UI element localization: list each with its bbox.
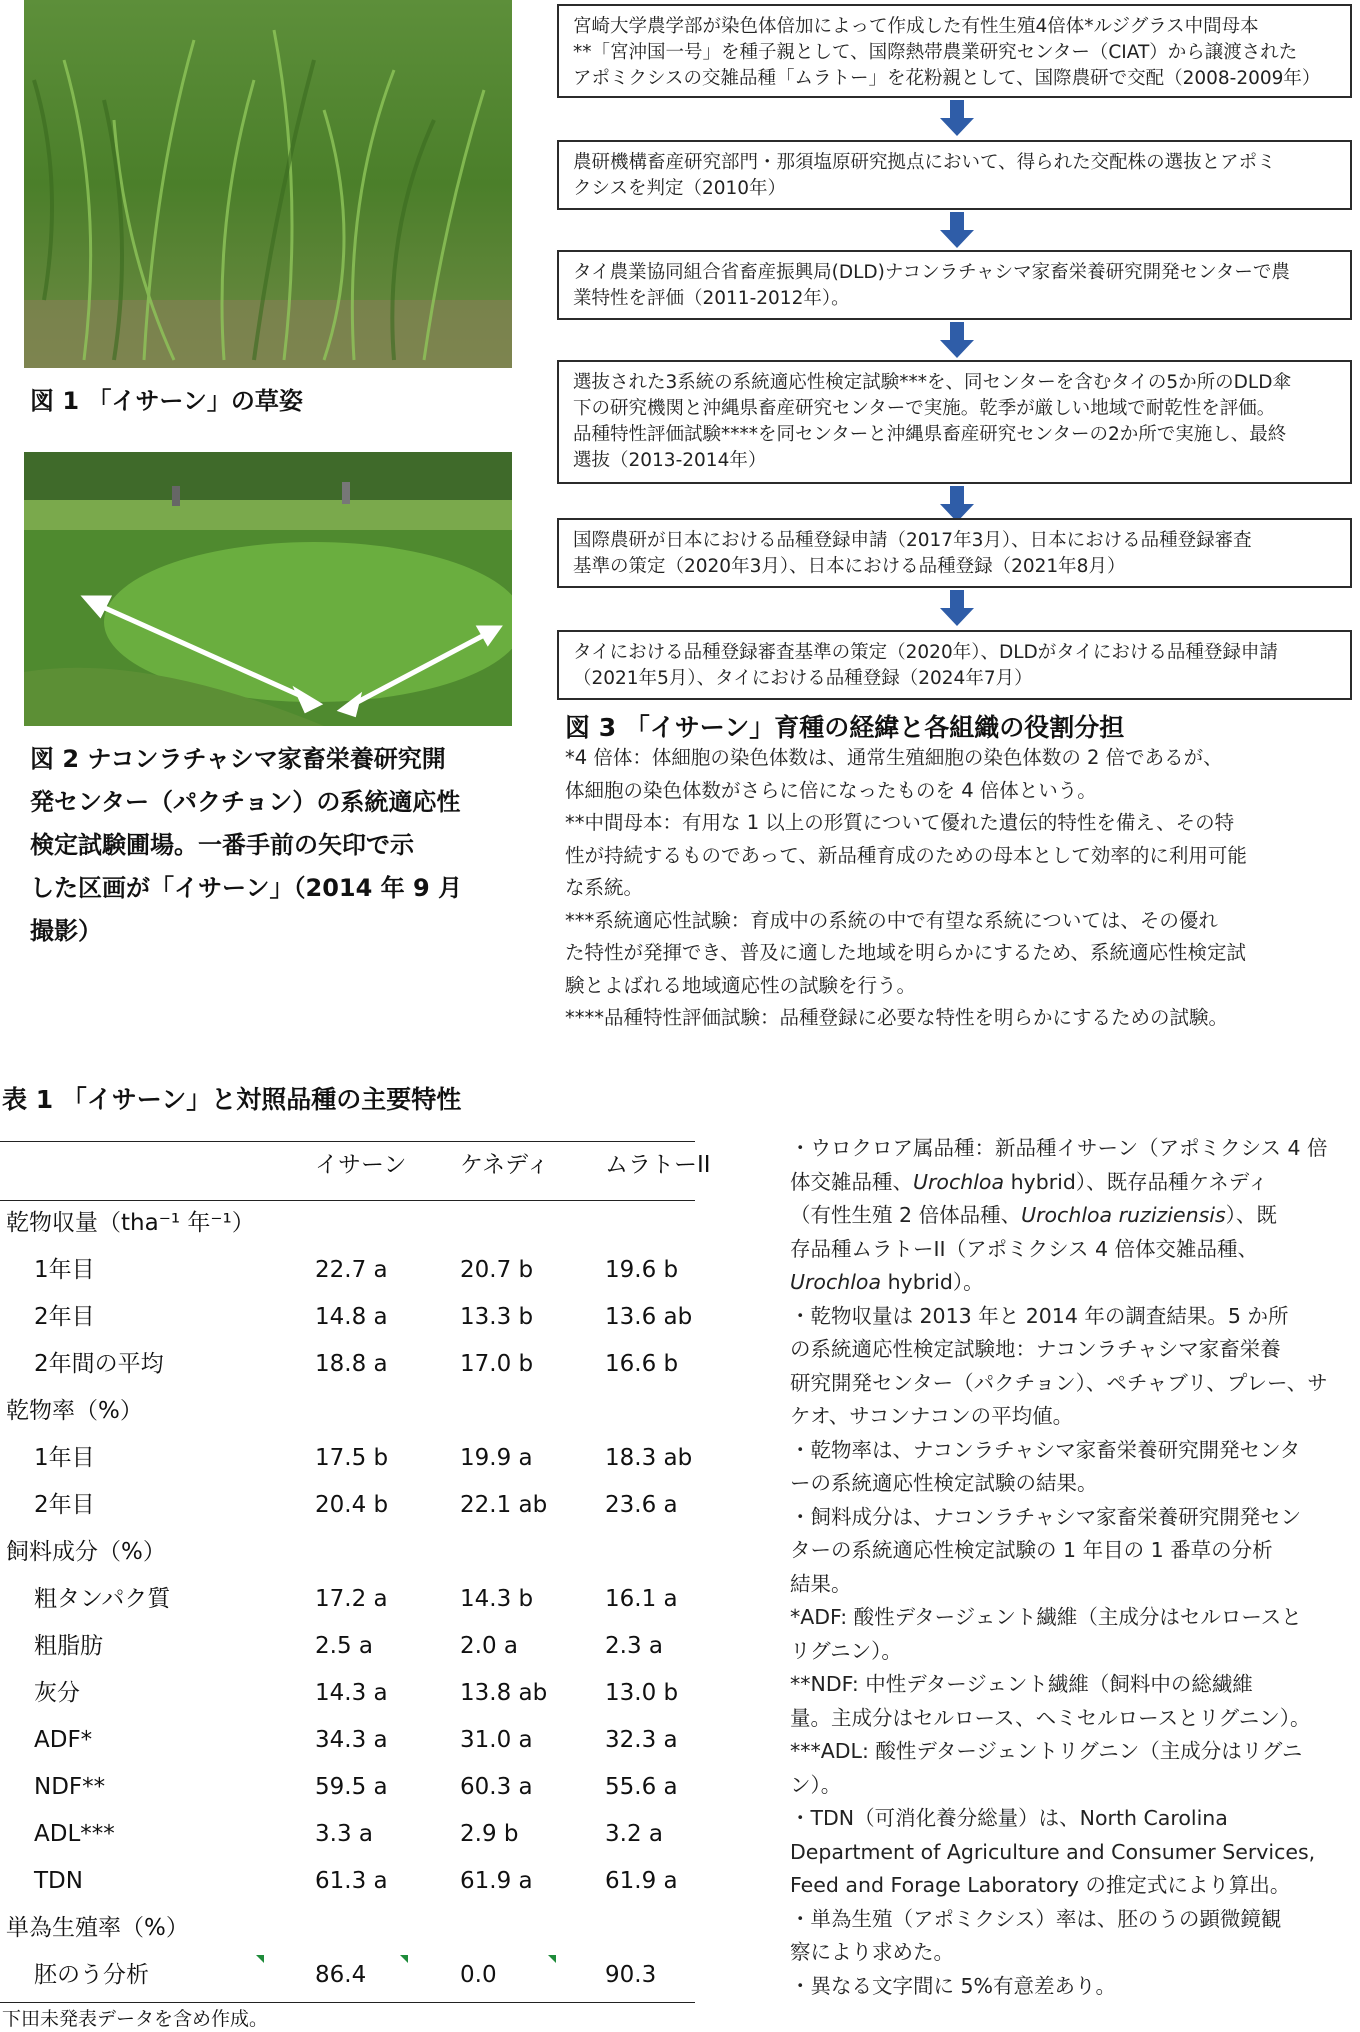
note-line: ****品種特性評価試験：品種登録に必要な特性を明らかにするための試験。 (565, 1006, 1229, 1029)
table-row (0, 1388, 695, 1435)
figure2-photo (24, 452, 512, 726)
cell-marker-icon (400, 1955, 408, 1963)
table1-notes (790, 1132, 1350, 2003)
row-label: 1年目 (34, 1445, 95, 1471)
row-label: ADF* (34, 1727, 93, 1753)
note-line: ***系統適応性試験：育成中の系統の中で有望な系統については、その優れ (565, 908, 1218, 932)
note-line: ーの系統適応性検定試験の結果。 (790, 1471, 1098, 1495)
cell-value: 34.3 a (315, 1727, 388, 1753)
cell-value: 55.6 a (605, 1774, 678, 1800)
table-row (0, 1764, 695, 1811)
flow-step-line: 宮崎大学農学部が染色体倍加によって作成した有性生殖4倍体*ルジグラス中間母本 (573, 16, 1259, 37)
table-header-row (0, 1142, 711, 1189)
table-row (0, 1811, 695, 1858)
table-row (0, 1341, 695, 1388)
row-label: 2年間の平均 (34, 1351, 164, 1377)
row-label: 粗タンパク質 (34, 1586, 171, 1612)
row-label: 粗脂肪 (34, 1633, 103, 1659)
down-arrow-icon (940, 322, 974, 358)
table1-title: 表 1 「イサーン」と対照品種の主要特性 (2, 1085, 462, 1114)
note-line: 量。主成分はセルロース、ヘミセルロースとリグニン）。 (790, 1705, 1311, 1730)
figure2-caption-line: 撮影） (30, 917, 102, 945)
cell-value: 2.0 a (460, 1633, 518, 1659)
table-row (0, 1905, 695, 1952)
figure1-photo (24, 0, 512, 368)
cell-value: 13.6 ab (605, 1304, 693, 1330)
note-line: Feed and Forage Laboratory の推定式により算出。 (790, 1873, 1291, 1897)
cell-value: 13.8 ab (460, 1680, 548, 1706)
note-line: リグニン）。 (790, 1638, 902, 1663)
cell-value: 23.6 a (605, 1492, 678, 1518)
table-row (0, 1717, 695, 1764)
note-line: ン）。 (790, 1772, 842, 1797)
row-label: 2年目 (34, 1492, 95, 1518)
flow-step-line: タイ農業協同組合省畜産振興局(DLD)ナコンラチャシマ家畜栄養研究開発センターで農 (573, 262, 1290, 283)
note-line: 察により求めた。 (790, 1940, 954, 1964)
cell-value: 61.9 a (605, 1868, 678, 1894)
down-arrow-icon (940, 212, 974, 248)
table-row (0, 1200, 695, 1247)
cell-value: 86.4 (315, 1962, 367, 1988)
flow-step-line: アポミクシスの交雑品種「ムラトー」を花粉親として、国際農研で交配（2008-2009年） (573, 68, 1321, 89)
cell-value: 16.1 a (605, 1586, 678, 1612)
figure2-caption-line: 図 2 ナコンラチャシマ家畜栄養研究開 (30, 745, 446, 773)
column-header: イサーン (315, 1152, 407, 1178)
flow-step-2 (557, 140, 1352, 210)
flow-step-3 (557, 250, 1352, 320)
cell-value: 20.4 b (315, 1492, 389, 1518)
cell-value: 31.0 a (460, 1727, 533, 1753)
note-line: ・乾物収量は 2013 年と 2014 年の調査結果。5 か所 (790, 1303, 1289, 1328)
note-line: ターの系統適応性検定試験の 1 年目の 1 番草の分析 (790, 1538, 1273, 1562)
note-line: *ADF: 酸性デタージェント繊維（主成分はセルロースと (790, 1605, 1302, 1629)
cell-value: 2.5 a (315, 1633, 373, 1659)
note-line: 研究開発センター（パクチョン）、ペチャブリ、プレー、サ (790, 1370, 1328, 1395)
note-line: な系統。 (565, 876, 644, 899)
row-label: 2年目 (34, 1304, 95, 1330)
row-label: TDN (34, 1868, 83, 1894)
table-row (0, 1576, 695, 1623)
cell-value: 59.5 a (315, 1774, 388, 1800)
note-line: 存品種ムラトーII（アポミクシス 4 倍体交雑品種、 (790, 1236, 1259, 1261)
note-line: Urochloa hybrid）。 (790, 1270, 984, 1294)
flow-step-1 (557, 4, 1352, 98)
row-label: 灰分 (34, 1680, 80, 1706)
cell-marker-icon (256, 1955, 264, 1963)
table-row (0, 1858, 695, 1905)
cell-value: 17.0 b (460, 1351, 534, 1377)
cell-value: 60.3 a (460, 1774, 533, 1800)
note-line: ・飼料成分は、ナコンラチャシマ家畜栄養研究開発セン (790, 1504, 1302, 1529)
cell-value: 3.3 a (315, 1821, 373, 1847)
note-line: た特性が発揮でき、普及に適した地域を明らかにするため、系統適応性検定試 (565, 941, 1246, 964)
cell-value: 32.3 a (605, 1727, 678, 1753)
table-bottom-rule (0, 2002, 695, 2003)
cell-value: 17.5 b (315, 1445, 389, 1471)
note-line: ・乾物率は、ナコンラチャシマ家畜栄養研究開発センタ (790, 1437, 1301, 1462)
cell-value: 13.0 b (605, 1680, 679, 1706)
note-line: ・TDN（可消化養分総量）は、North Carolina (790, 1806, 1228, 1830)
note-line: ケオ、サコンナコンの平均値。 (790, 1404, 1074, 1428)
row-category: 乾物率（%） (6, 1398, 143, 1424)
row-label: 胚のう分析 (34, 1962, 149, 1988)
down-arrow-icon (940, 590, 974, 626)
flow-step-line: 業特性を評価（2011-2012年）。 (573, 288, 850, 309)
note-line: （有性生殖 2 倍体品種、Urochloa ruziziensis）、既 (790, 1203, 1277, 1227)
row-label: ADL*** (34, 1821, 115, 1847)
down-arrow-icon (940, 486, 974, 522)
table-row (0, 1247, 695, 1294)
cell-value: 2.9 b (460, 1821, 519, 1847)
cell-value: 14.3 a (315, 1680, 388, 1706)
flow-step-6 (557, 630, 1352, 700)
table-row (0, 1294, 695, 1341)
figure2-caption-line: した区画が「イサーン」（2014 年 9 月 (30, 874, 463, 902)
flow-step-line: **「宮沖国一号」を種子親として、国際熱帯農業研究センター（CIAT）から譲渡された (573, 42, 1298, 63)
figure3-caption: 図 3 「イサーン」育種の経緯と各組織の役割分担 (565, 713, 1125, 742)
cell-value: 22.1 ab (460, 1492, 548, 1518)
flow-step-line: 選抜された3系統の系統適応性検定試験***を、同センターを含むタイの5か所のDLD傘 (573, 372, 1291, 393)
note-line: ・ウロクロア属品種：新品種イサーン（アポミクシス 4 倍 (790, 1136, 1328, 1160)
row-category: 飼料成分（%） (6, 1539, 166, 1565)
note-line: Department of Agriculture and Consumer Services, (790, 1839, 1316, 1864)
flow-step-4 (557, 360, 1352, 484)
table-row (0, 1670, 695, 1717)
cell-value: 17.2 a (315, 1586, 388, 1612)
flow-step-line: 選抜（2013-2014年） (573, 450, 767, 471)
cell-value: 13.3 b (460, 1304, 534, 1330)
cell-value: 19.6 b (605, 1257, 679, 1283)
note-line: *4 倍体：体細胞の染色体数は、通常生殖細胞の染色体数の 2 倍であるが、 (565, 746, 1223, 769)
note-line: ・単為生殖（アポミクシス）率は、胚のうの顕微鏡観 (790, 1906, 1282, 1931)
column-header: ケネディ (460, 1152, 550, 1178)
flow-step-line: クシスを判定（2010年） (573, 178, 787, 199)
table-row (0, 1529, 695, 1576)
cell-value: 19.9 a (460, 1445, 533, 1471)
note-line: の系統適応性検定試験地：ナコンラチャシマ家畜栄養 (790, 1337, 1281, 1361)
cell-value: 18.3 ab (605, 1445, 693, 1471)
note-line: 験とよばれる地域適応性の試験を行う。 (565, 973, 917, 997)
cell-value: 20.7 b (460, 1257, 534, 1283)
cell-value: 61.3 a (315, 1868, 388, 1894)
note-line: **NDF: 中性デタージェント繊維（飼料中の総繊維 (790, 1672, 1253, 1696)
row-label: NDF** (34, 1774, 106, 1800)
table-row (0, 1435, 695, 1482)
note-line: **中間母本：有用な 1 以上の形質について優れた遺伝的特性を備え、その特 (565, 811, 1235, 834)
figure2-caption (30, 738, 510, 953)
down-arrow-icon (940, 100, 974, 136)
cell-value: 0.0 (460, 1962, 497, 1988)
note-line: 体細胞の染色体数がさらに倍になったものを 4 倍体という。 (565, 778, 1097, 802)
note-line: 性が持続するものであって、新品種育成のための母本として効率的に利用可能 (565, 843, 1247, 867)
note-line: 結果。 (790, 1571, 852, 1596)
cell-value: 22.7 a (315, 1257, 388, 1283)
flow-step-line: タイにおける品種登録審査基準の策定（2020年）、DLDがタイにおける品種登録申請 (573, 642, 1278, 663)
note-line: 体交雑品種、Urochloa hybrid）、既存品種ケネディ (790, 1169, 1269, 1194)
figure3-notes (565, 742, 1355, 1035)
cell-value: 90.3 (605, 1962, 657, 1988)
note-line: ・異なる文字間に 5%有意差あり。 (790, 1973, 1117, 1998)
row-label: 1年目 (34, 1257, 95, 1283)
cell-value: 3.2 a (605, 1821, 663, 1847)
row-category: 単為生殖率（%） (6, 1915, 189, 1941)
cell-marker-icon (548, 1955, 556, 1963)
cell-value: 14.8 a (315, 1304, 388, 1330)
cell-value: 14.3 b (460, 1586, 534, 1612)
table-row (0, 1952, 695, 1999)
table-row (0, 1623, 695, 1670)
figure2-caption-line: 発センター（パクチョン）の系統適応性 (30, 788, 461, 816)
cell-value: 16.6 b (605, 1351, 679, 1377)
flow-step-line: 基準の策定（2020年3月）、日本における品種登録（2021年8月） (573, 556, 1126, 577)
flow-step-line: 農研機構畜産研究部門・那須塩原研究拠点において、得られた交配株の選抜とアポミ (573, 152, 1276, 173)
flow-step-line: （2021年5月）、タイにおける品種登録（2024年7月） (573, 668, 1033, 689)
flow-step-line: 品種特性評価試験****を同センターと沖縄県畜産研究センターの2か所で実施し、最終 (573, 424, 1287, 445)
row-category: 乾物収量（tha⁻¹ 年⁻¹） (6, 1210, 255, 1236)
table-row (0, 1482, 695, 1529)
cell-value: 61.9 a (460, 1868, 533, 1894)
flow-step-5 (557, 518, 1352, 588)
table1-footnote: 下田未発表データを含め作成。 (2, 2008, 269, 2030)
flow-step-line: 下の研究機関と沖縄県畜産研究センターで実施。乾季が厳しい地域で耐乾性を評価。 (573, 398, 1276, 419)
cell-value: 2.3 a (605, 1633, 663, 1659)
figure1-caption: 図 1 「イサーン」の草姿 (30, 387, 303, 415)
cell-value: 18.8 a (315, 1351, 388, 1377)
flow-step-line: 国際農研が日本における品種登録申請（2017年3月）、日本における品種登録審査 (573, 530, 1252, 551)
note-line: ***ADL: 酸性デタージェントリグニン（主成分はリグニ (790, 1739, 1303, 1763)
column-header: ムラトーII (605, 1152, 711, 1178)
figure2-caption-line: 検定試験圃場。一番手前の矢印で示 (30, 831, 414, 859)
